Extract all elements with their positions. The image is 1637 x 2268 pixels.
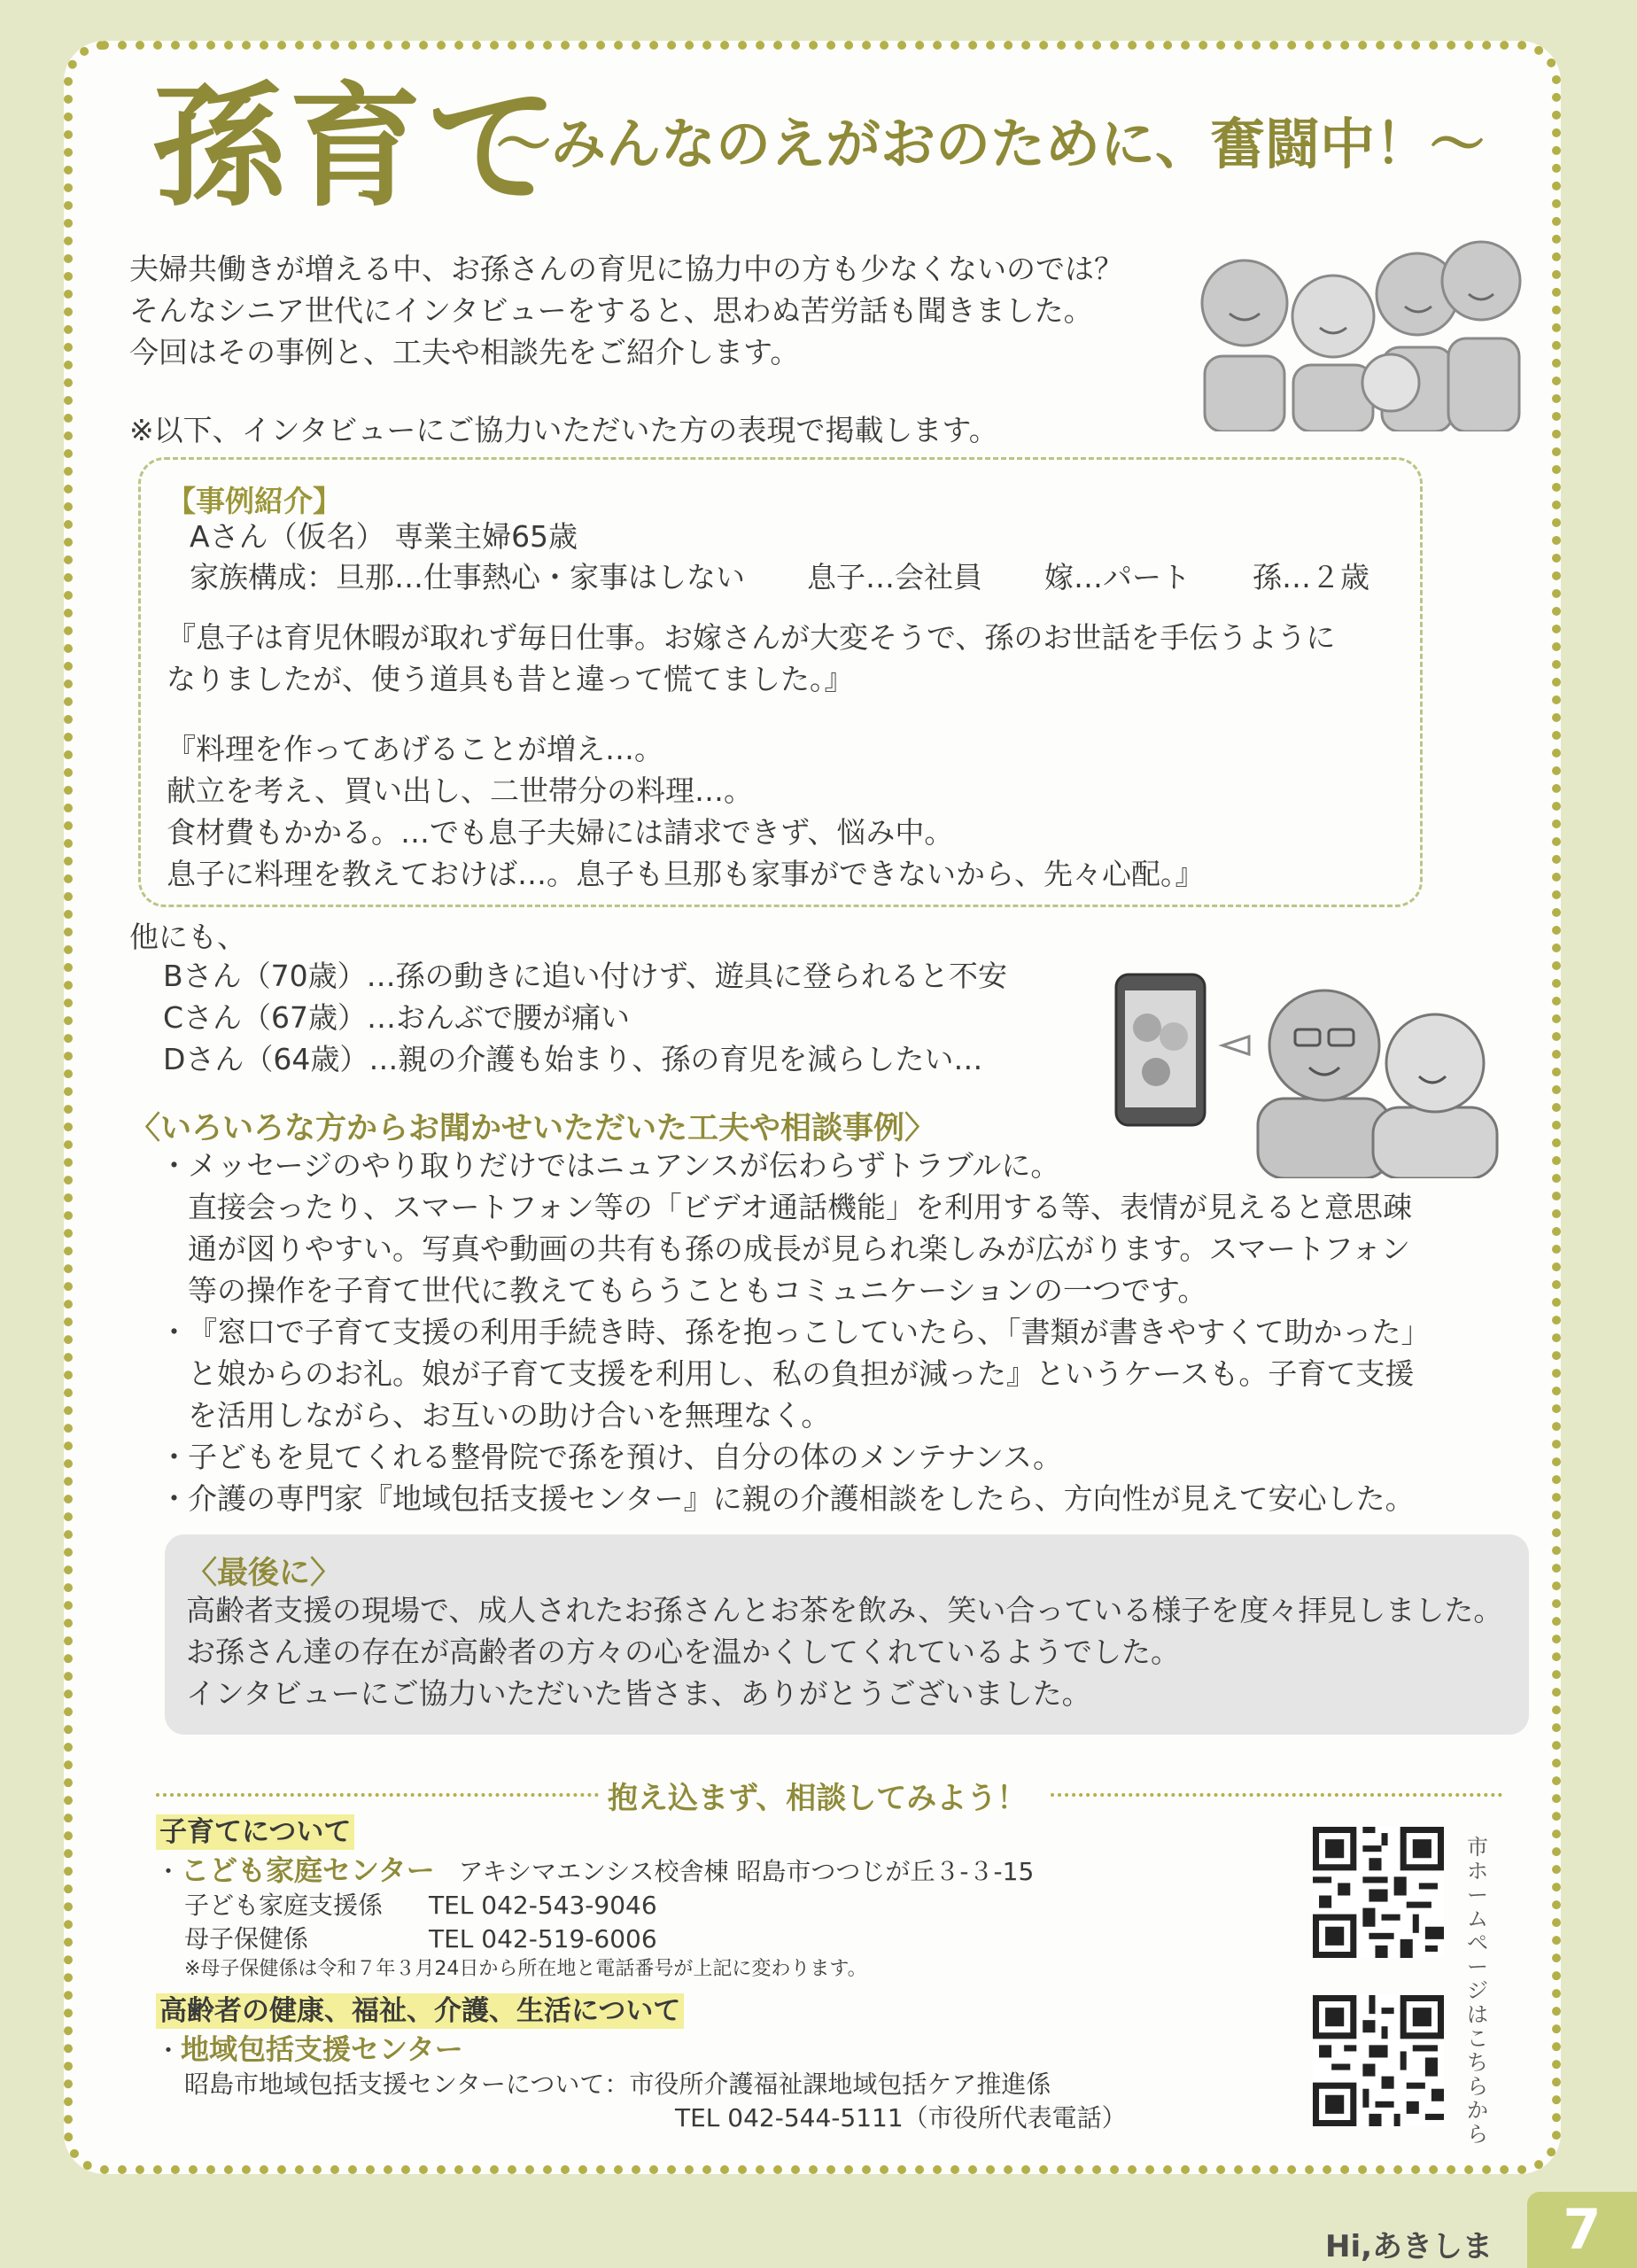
childcare-heading: 子育てについて [156, 1814, 354, 1850]
elderly-line: 昭島市地域包括支援センターについて：市役所介護福祉課地域包括ケア推進係 [184, 2070, 1051, 2099]
list-item: ・ 子どもを見てくれる整骨院で孫を預け、自分の体のメンテナンス。 [159, 1440, 1063, 1474]
family-son: 息子…会社員 [807, 560, 982, 594]
others-heading: 他にも、 [129, 920, 246, 954]
divider [1051, 1793, 1502, 1797]
family-grandchild: 孫…２歳 [1253, 560, 1369, 594]
list-item: ・ 『窓口で子育て支援の利用手続き時、孫を抱っこしていたら、「書類が書きやすくて助かった」 [159, 1315, 1431, 1349]
page-title: 孫育て [152, 71, 562, 225]
case-person: Aさん（仮名） 専業主婦65歳 [190, 519, 578, 554]
elderly-section: 高齢者の健康、福祉、介護、生活について ・地域包括支援センター 昭島市地域包括支援センターについて：市役所介護福祉課地域包括ケア推進係 TEL 042-544-5111（市役所代表電話） [156, 1993, 1127, 2135]
childcare-org: こども家庭センター [181, 1853, 435, 1887]
list-item: Bさん（70歳）…孫の動きに追い付けず、遊具に登られると不安 [163, 959, 1007, 993]
elderly-tel: TEL 042-544-5111（市役所代表電話） [675, 2103, 1127, 2132]
qr-code-icon[interactable] [1313, 1827, 1444, 1958]
tips-heading: 〈いろいろな方からお聞かせいただいた工夫や相談事例〉 [129, 1111, 936, 1146]
closing-heading: 〈最後に〉 [186, 1556, 342, 1591]
list-item: Cさん（67歳）…おんぶで腰が痛い [163, 1000, 631, 1035]
list-item: ・ メッセージのやり取りだけではニュアンスが伝わらずトラブルに。 [159, 1148, 1060, 1183]
family-illustration [1196, 232, 1524, 431]
childcare-note: ※母子保健係は令和７年３月24日から所在地と電話番号が上記に変わります。 [184, 1958, 867, 1980]
intro-text: 夫婦共働きが増える中、お孫さんの育児に協力中の方も少なくないのでは？ そんなシニア世代にインタビューをすると、思わぬ苦労話も聞きました。 今回はその事例と、工夫や相談先をご紹介します。 [129, 252, 1123, 369]
publication-brand: Hi,あきしま [1325, 2229, 1493, 2264]
qr-label: 市ホームページはこちらから [1467, 1835, 1488, 2147]
childcare-address: アキシマエンシス校舎棟 昭島市つつじが丘３-３-15 [458, 1857, 1035, 1886]
page-number: 7 [1527, 2192, 1637, 2268]
page-subtitle: 〜みんなのえがおのために、奮闘中！〜 [496, 112, 1486, 176]
elderly-org: 地域包括支援センター [181, 2032, 463, 2066]
elderly-heading: 高齢者の健康、福祉、介護、生活について [156, 1993, 684, 2029]
closing-text: 高齢者支援の現場で、成人されたお孫さんとお茶を飲み、笑い合っている様子を度々拝見しました。 お孫さん達の存在が高齢者の方々の心を温かくしてくれているようでした。 インタビューにご協力いただいた皆さま、ありがとうございました。 [186, 1593, 1503, 1711]
list-item: ・ 介護の専門家『地域包括支援センター』に親の介護相談をしたら、方向性が見えて安心した。 [159, 1481, 1415, 1516]
family-daughter-in-law: 嫁…パート [1044, 560, 1191, 594]
case-quote-2: 『料理を作ってあげることが増え…。 献立を考え、買い出し、二世帯分の料理…。 食材費もかかる。…でも息子夫婦には請求できず、悩み中。 息子に料理を教えておけば…。息子も旦那も家事ができないから、先々心配。』 [167, 732, 1205, 891]
qr-code-icon[interactable] [1313, 1995, 1444, 2126]
disclaimer-note: ※以下、インタビューにご協力いただいた方の表現で掲載します。 [129, 413, 998, 447]
divider [156, 1793, 599, 1797]
childcare-section: 子育てについて ・こども家庭センター アキシマエンシス校舎棟 昭島市つつじが丘３-３-15 子ども家庭支援係 TEL 042-543-9046 母子保健係 TEL 042-519-6006 ※母子保健係は令和７年３月24日から所在地と電話番号が上記に変わります。 [156, 1814, 1034, 1983]
case-family: 家族構成：旦那…仕事熱心・家事はしない 息子…会社員 嫁…パート 孫…２歳 [190, 556, 1369, 598]
family-husband: 旦那…仕事熱心・家事はしない [336, 560, 745, 594]
case-quote-1: 『息子は育児休暇が取れず毎日仕事。お嫁さんが大変そうで、孫のお世話を手伝うように なりましたが、使う道具も昔と違って慌てました。』 [167, 620, 1336, 696]
others-list [163, 955, 1007, 1080]
list-item: Dさん（64歳）…親の介護も始まり、孫の育児を減らしたい… [163, 1042, 983, 1076]
case-heading: 【事例紹介】 [167, 484, 342, 518]
tips-list: ・ メッセージのやり取りだけではニュアンスが伝わらずトラブルに。 直接会ったり、スマートフォン等の「ビデオ通話機能」を利用する等、表情が見えると意思疎 通が図りやすい。写真や動画の共有も孫の成長が見られ楽しみが広がります。スマートフォン 等の操作を子育て世代に教えてもらうこともコミュニケーションの一つです。 ・ 『窓口で子育て支援の利用手続き時、孫を抱っこしていたら、「書類が書きやすくて助かった」 と娘からのお礼。娘が子育て支援を利用し、私の負担が減った』というケースも。子育て支援 を活用しながら、お互いの助け合いを無理なく。 ・ 子どもを見てくれる整骨院で孫を預け、自分の体のメンテナンス。 ・ 介護の専門家『地域包括支援センター』に親の介護相談をしたら、方向性が見えて安心した。 [159, 1145, 1431, 1519]
consult-title: 抱え込まず、相談してみよう！ [608, 1781, 1028, 1816]
